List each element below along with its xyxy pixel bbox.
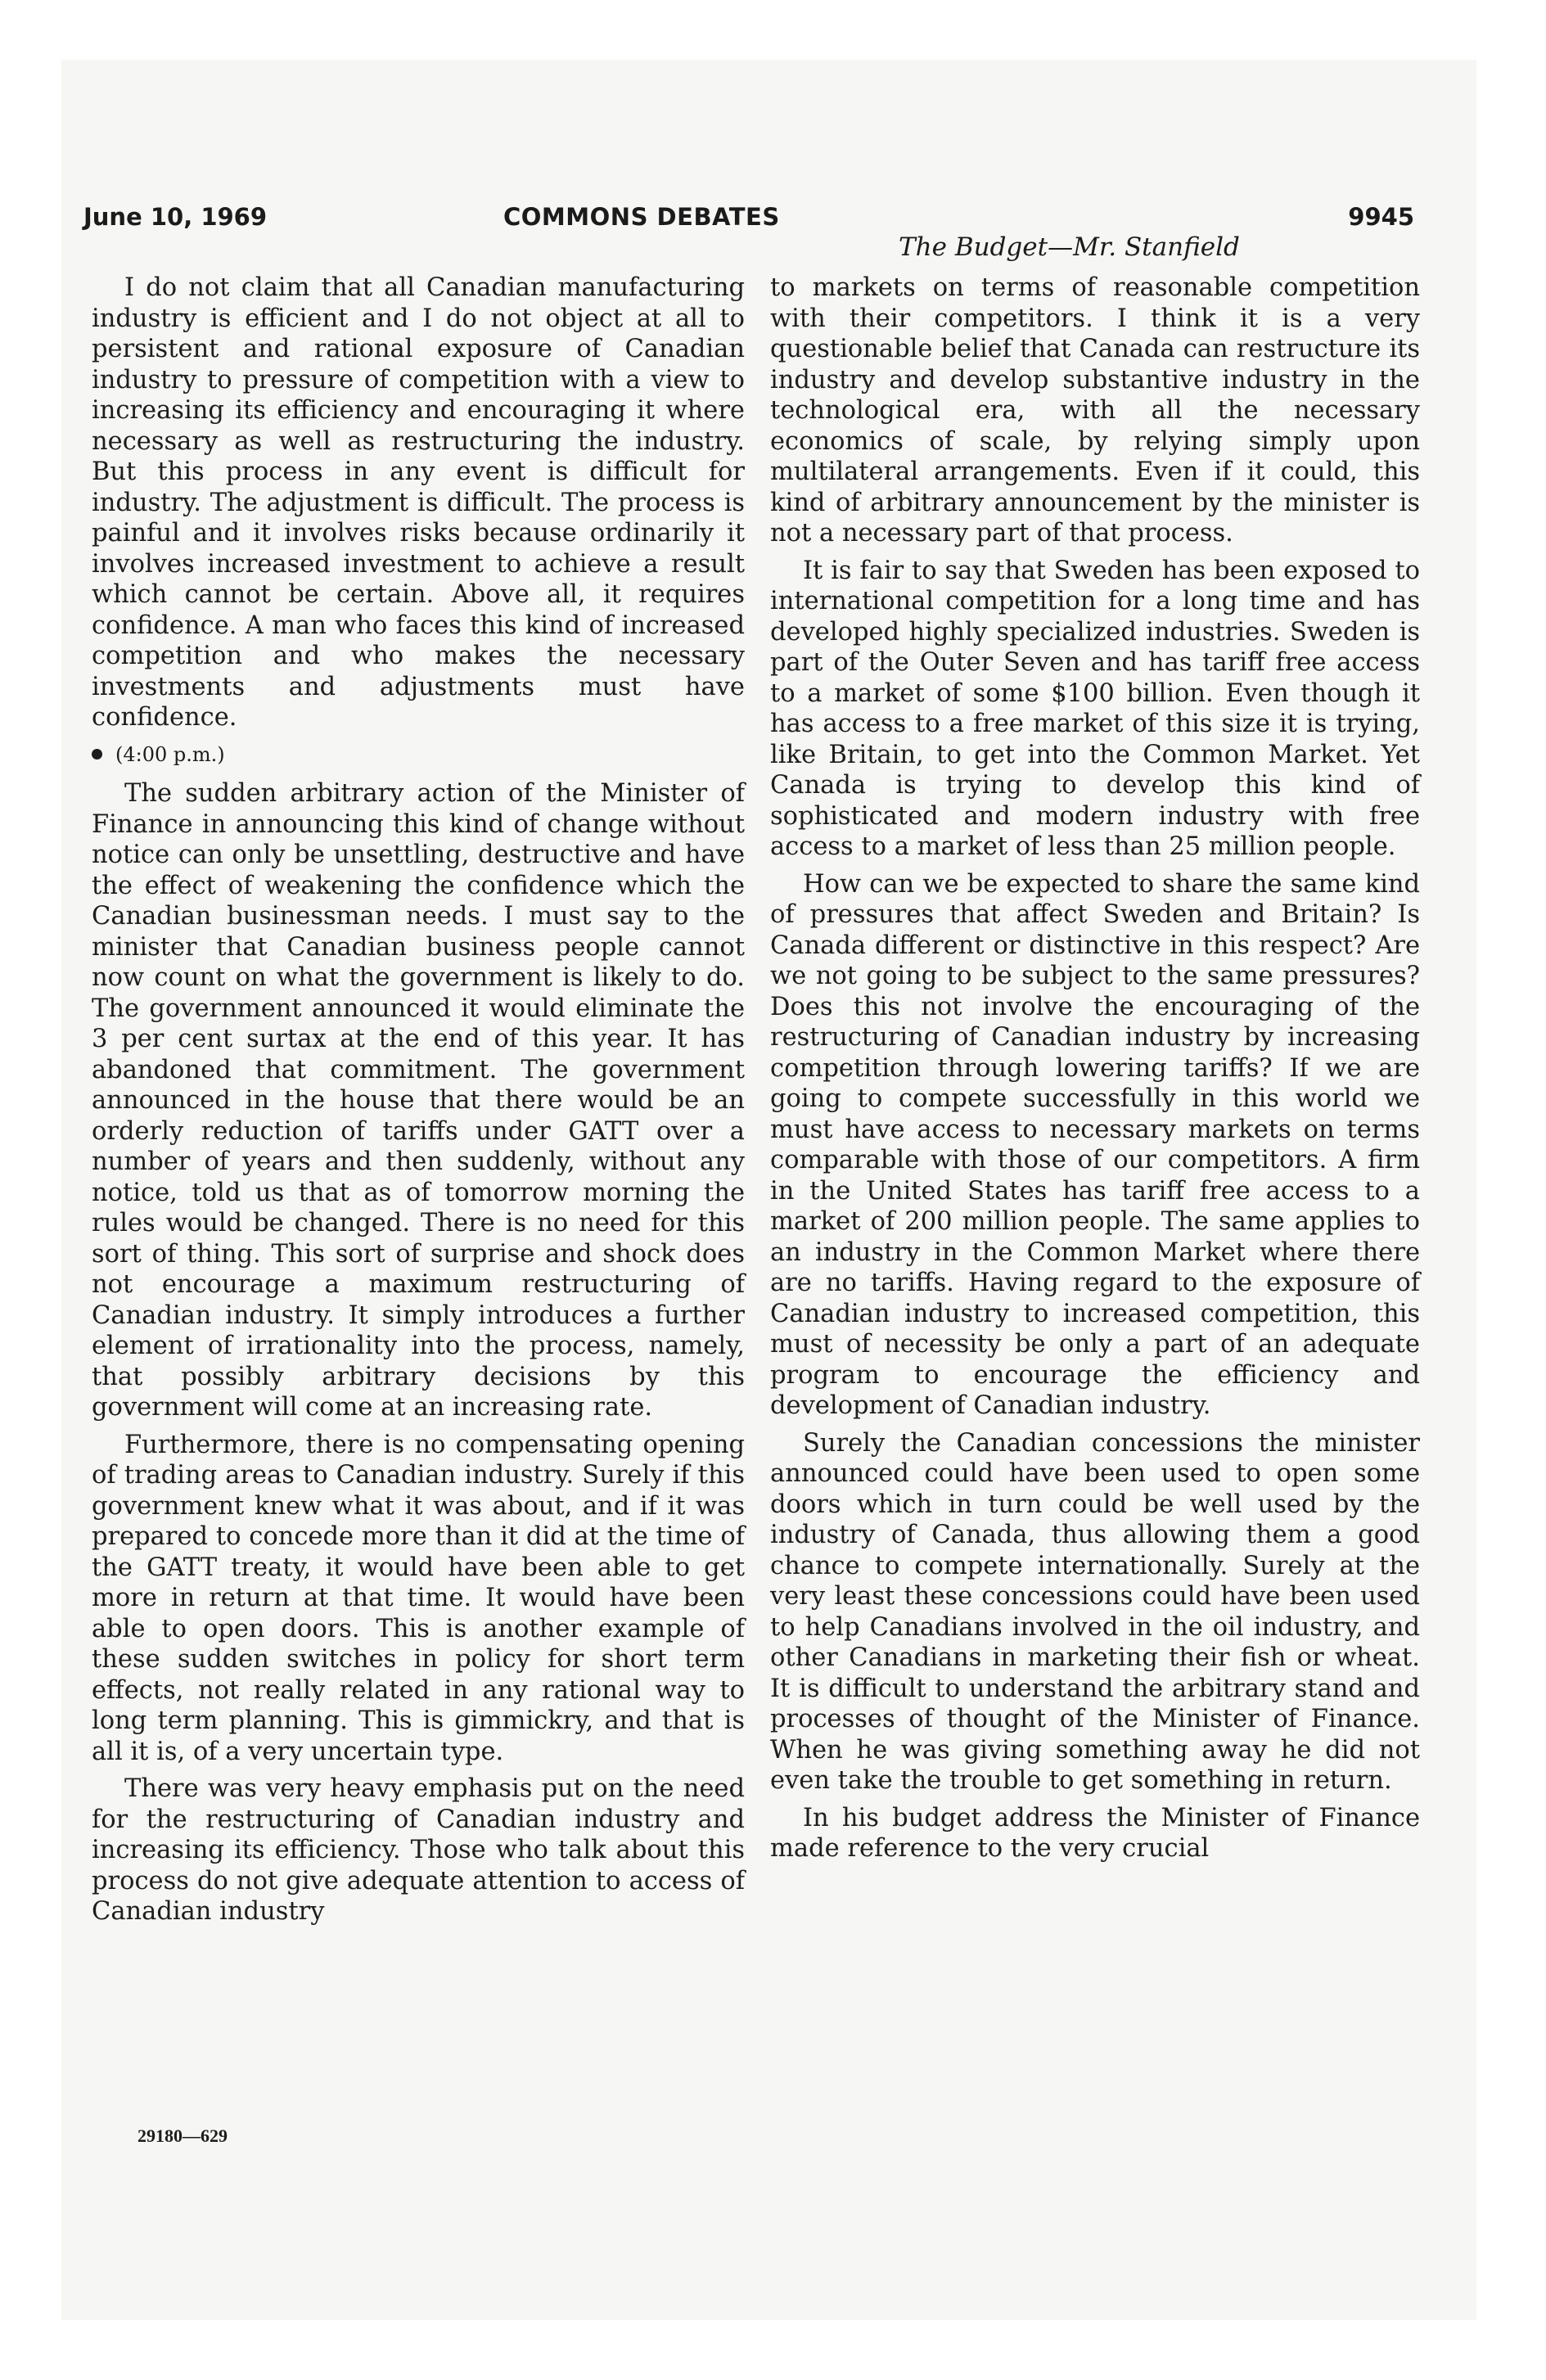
paragraph: It is fair to say that Sweden has been exposed to international competition for a long time and has developed highly specialized industries. Sweden is part of the Outer Seven and has tariff free access to a market of some $100 billion. Even though it has access to a free market of this size it is trying, like Britain, to get into the Common Market. Yet Canada is trying to develop this kind of sophisticated and modern industry with free access to a market of less than 25 million people. [770, 556, 1420, 861]
paragraph: I do not claim that all Canadian manufacturing industry is efficient and I do not object at all to persistent and rational exposure of Canadian industry to pressure of competition with a view to increasing its efficiency and encouraging it where necessary as well as restructuring the industry. But this process in any event is difficult for industry. The adjustment is difficult. The process is painful and it involves risks because ordinarily it involves increased investment to achieve a result which cannot be certain. Above all, it requires confidence. A man who faces this kind of increased competition and who makes the necessary investments and adjustments must have confidence. [92, 273, 745, 732]
header-date: June 10, 1969 [83, 203, 268, 231]
time-marker [92, 740, 745, 771]
paragraph: Surely the Canadian concessions the minister announced could have been used to open some doors which in turn could be well used by the industry of Canada, thus allowing them a good chance to compete internationally. Surely at the very least these concessions could have been used to help Canadians involved in the oil industry, and other Canadians in marketing their fish or wheat. It is difficult to understand the arbitrary stand and processes of thought of the Minister of Finance. When he was giving something away he did not even take the trouble to get something in return. [770, 1428, 1420, 1795]
section-subhead: The Budget—Mr. Stanfield [899, 232, 1240, 262]
printer-code: 29180—629 [137, 2125, 228, 2146]
publication-title: COMMONS DEBATES [503, 203, 780, 231]
paragraph: to markets on terms of reasonable competition with their competitors. I think it is a very questionable belief that Canada can restructure its industry and develop substantive industry in the technological era, with all the necessary economics of scale, by relying simply upon multilateral arrangements. Even if it could, this kind of arbitrary announcement by the minister is not a necessary part of that process. [770, 273, 1420, 548]
page-number: 9945 [1348, 203, 1414, 231]
paragraph: In his budget address the Minister of Finance made reference to the very crucial [770, 1803, 1420, 1863]
left-column [92, 273, 745, 1934]
paragraph: The sudden arbitrary action of the Minister of Finance in announcing this kind of change without notice can only be unsettling, destructive and have the effect of weakening the confidence which the Canadian businessman needs. I must say to the minister that Canadian business people cannot now count on what the government is likely to do. The government announced it would eliminate the 3 per cent surtax at the end of this year. It has abandoned that commitment. The government announced in the house that there would be an orderly reduction of tariffs under GATT over a number of years and then suddenly, without any notice, told us that as of tomorrow morning the rules would be changed. There is no need for this sort of thing. This sort of surprise and shock does not encourage a maximum restructuring of Canadian industry. It simply introduces a further element of irrationality into the process, namely, that possibly arbitrary decisions by this government will come at an increasing rate. [92, 779, 745, 1422]
paragraph: There was very heavy emphasis put on the need for the restructuring of Canadian industry and increasing its efficiency. Those who talk about this process do not give adequate attention to access of Canadian industry [92, 1774, 745, 1926]
paragraph: Furthermore, there is no compensating opening of trading areas to Canadian industry. Surely if this government knew what it was about, and if it was prepared to concede more than it did at the time of the GATT treaty, it would have been able to get more in return at that time. It would have been able to open doors. This is another example of these sudden switches in policy for short term effects, not really related in any rational way to long term planning. This is gimmickry, and that is all it is, of a very uncertain type. [92, 1430, 745, 1766]
bullet-icon [92, 749, 102, 760]
paragraph: How can we be expected to share the same kind of pressures that affect Sweden and Britain? Is Canada different or distinctive in this respect? Are we not going to be subject to the same pressures? Does this not involve the encouraging of the restructuring of Canadian industry by increasing competition through lowering tariffs? If we are going to compete successfully in this world we must have access to necessary markets on terms comparable with those of our competitors. A firm in the United States has tariff free access to a market of 200 million people. The same applies to an industry in the Common Market where there are no tariffs. Having regard to the exposure of Canadian industry to increased competition, this must of necessity be only a part of an adequate program to encourage the efficiency and development of Canadian industry. [770, 869, 1420, 1420]
time-marker-text: (4:00 p.m.) [115, 742, 225, 766]
right-column [770, 273, 1420, 1871]
running-head [83, 203, 1476, 236]
